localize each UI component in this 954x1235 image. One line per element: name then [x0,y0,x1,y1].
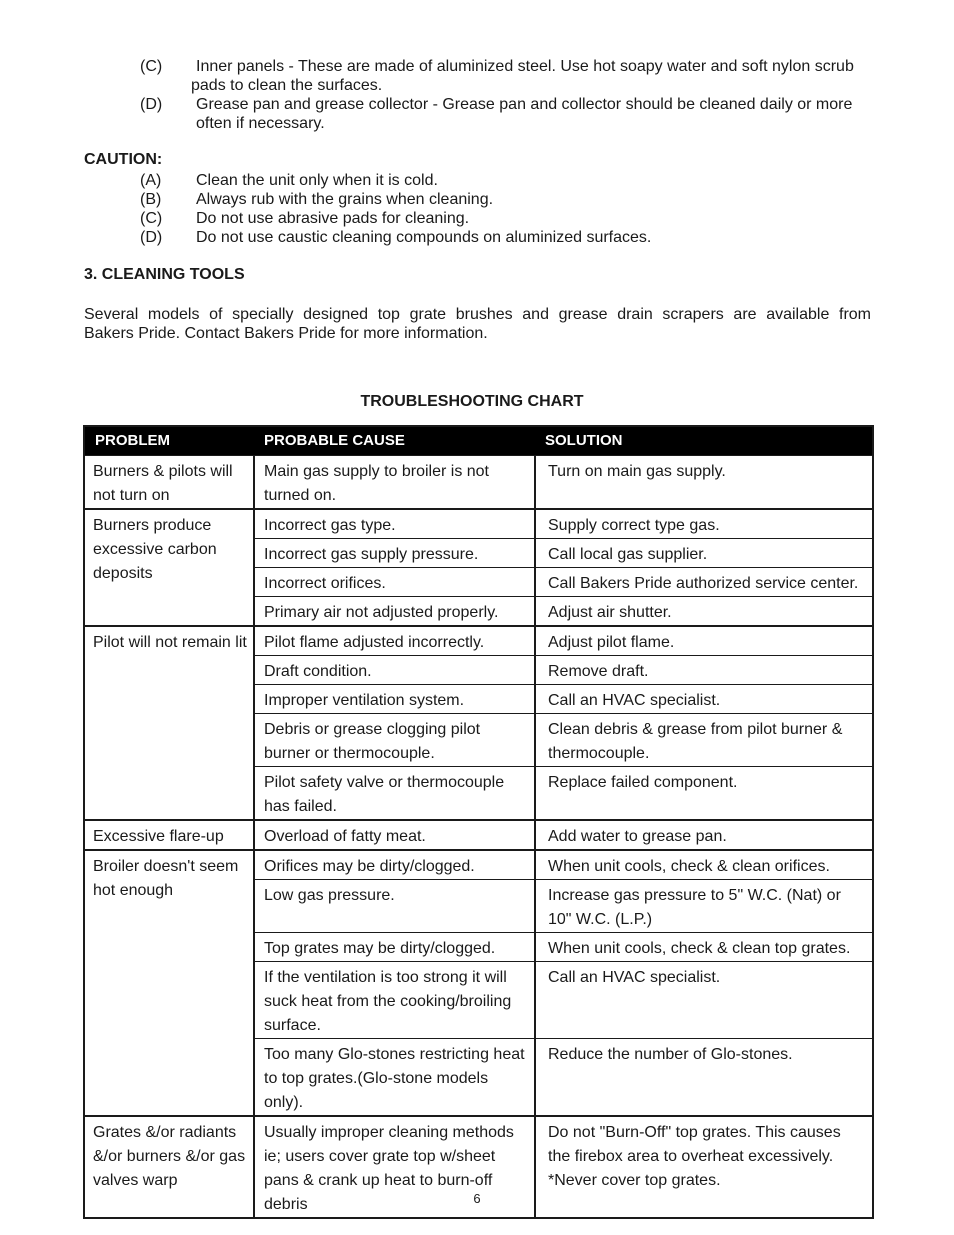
caution-title: CAUTION: [84,151,163,168]
header-problem: PROBLEM [84,426,254,456]
table-row [84,456,873,510]
solution-cell: Adjust air shutter. [535,597,873,627]
caution-text: Do not use caustic cleaning compounds on aluminized surfaces. [196,229,652,246]
list-label: (D) [140,96,163,113]
table-row [84,820,873,850]
caution-label: (A) [140,172,162,189]
cause-cell: Overload of fatty meat. [254,820,535,850]
table-row [84,626,873,656]
cause-cell: Primary air not adjusted properly. [254,597,535,627]
cause-cell: Usually improper cleaning methods ie; users cover grate top w/sheet pans & crank up heat to burn-off debris [254,1116,535,1218]
list-text-cont: often if necessary. [196,115,325,132]
cause-cell: If the ventilation is too strong it will suck heat from the cooking/broiling surface. [254,962,535,1039]
solution-cell: Call local gas supplier. [535,539,873,568]
header-solution: SOLUTION [535,426,873,456]
paragraph-line: Bakers Pride. Contact Bakers Pride for more information. [84,325,488,342]
cause-cell: Improper ventilation system. [254,685,535,714]
problem-cell: Grates &/or radiants &/or burners &/or gas valves warp [84,1116,254,1218]
list-label: (C) [140,58,163,75]
cleaning-tools-paragraph [84,305,871,343]
table-header-row [84,426,873,456]
solution-cell: Replace failed component. [535,767,873,821]
paragraph-line: Several models of specially designed top grate brushes and grease drain scrapers are available from [84,306,871,323]
solution-cell: Reduce the number of Glo-stones. [535,1039,873,1117]
cause-cell: Incorrect gas type. [254,509,535,539]
cause-cell: Pilot safety valve or thermocouple has failed. [254,767,535,821]
cause-cell: Orifices may be dirty/clogged. [254,850,535,880]
solution-cell: Remove draft. [535,656,873,685]
section-heading: 3. CLEANING TOOLS [84,266,245,283]
solution-cell: Call an HVAC specialist. [535,962,873,1039]
list-text: Inner panels - These are made of aluminized steel. Use hot soapy water and soft nylon scrub [196,58,854,75]
caution-label: (D) [140,229,163,246]
cause-cell: Incorrect orifices. [254,568,535,597]
cause-cell: Main gas supply to broiler is not turned on. [254,456,535,510]
caution-text: Always rub with the grains when cleaning. [196,191,494,208]
problem-cell: Broiler doesn't seem hot enough [84,850,254,1116]
cause-cell: Too many Glo-stones restricting heat to top grates.(Glo-stone models only). [254,1039,535,1117]
solution-cell: Clean debris & grease from pilot burner & thermocouple. [535,714,873,767]
caution-text: Clean the unit only when it is cold. [196,172,438,189]
caution-label: (B) [140,191,162,208]
solution-cell: Call Bakers Pride authorized service center. [535,568,873,597]
list-text: Grease pan and grease collector - Grease pan and collector should be cleaned daily or more [196,96,853,113]
cause-cell: Incorrect gas supply pressure. [254,539,535,568]
solution-cell: Supply correct type gas. [535,509,873,539]
solution-cell: Turn on main gas supply. [535,456,873,510]
list-text-cont: pads to clean the surfaces. [191,77,383,94]
chart-title: TROUBLESHOOTING CHART [360,393,584,410]
cause-cell: Top grates may be dirty/clogged. [254,933,535,962]
header-cause: PROBABLE CAUSE [254,426,535,456]
solution-cell: When unit cools, check & clean top grates. [535,933,873,962]
caution-text: Do not use abrasive pads for cleaning. [196,210,470,227]
cause-cell: Draft condition. [254,656,535,685]
problem-cell: Excessive flare-up [84,820,254,850]
caution-label: (C) [140,210,163,227]
solution-cell: Call an HVAC specialist. [535,685,873,714]
cause-cell: Pilot flame adjusted incorrectly. [254,626,535,656]
troubleshooting-table [83,425,874,1219]
solution-cell: Do not "Burn-Off" top grates. This causes the firebox area to overheat excessively. *Never cover top grates. [535,1116,873,1218]
problem-cell: Burners & pilots will not turn on [84,456,254,510]
cause-cell: Debris or grease clogging pilot burner or thermocouple. [254,714,535,767]
table-row [84,850,873,880]
solution-cell: When unit cools, check & clean orifices. [535,850,873,880]
solution-cell: Adjust pilot flame. [535,626,873,656]
cause-cell: Low gas pressure. [254,880,535,933]
solution-cell: Increase gas pressure to 5" W.C. (Nat) or 10" W.C. (L.P.) [535,880,873,933]
problem-cell: Pilot will not remain lit [84,626,254,820]
solution-cell: Add water to grease pan. [535,820,873,850]
page-number: 6 [473,1191,481,1206]
table-row [84,509,873,539]
problem-cell: Burners produce excessive carbon deposits [84,509,254,626]
